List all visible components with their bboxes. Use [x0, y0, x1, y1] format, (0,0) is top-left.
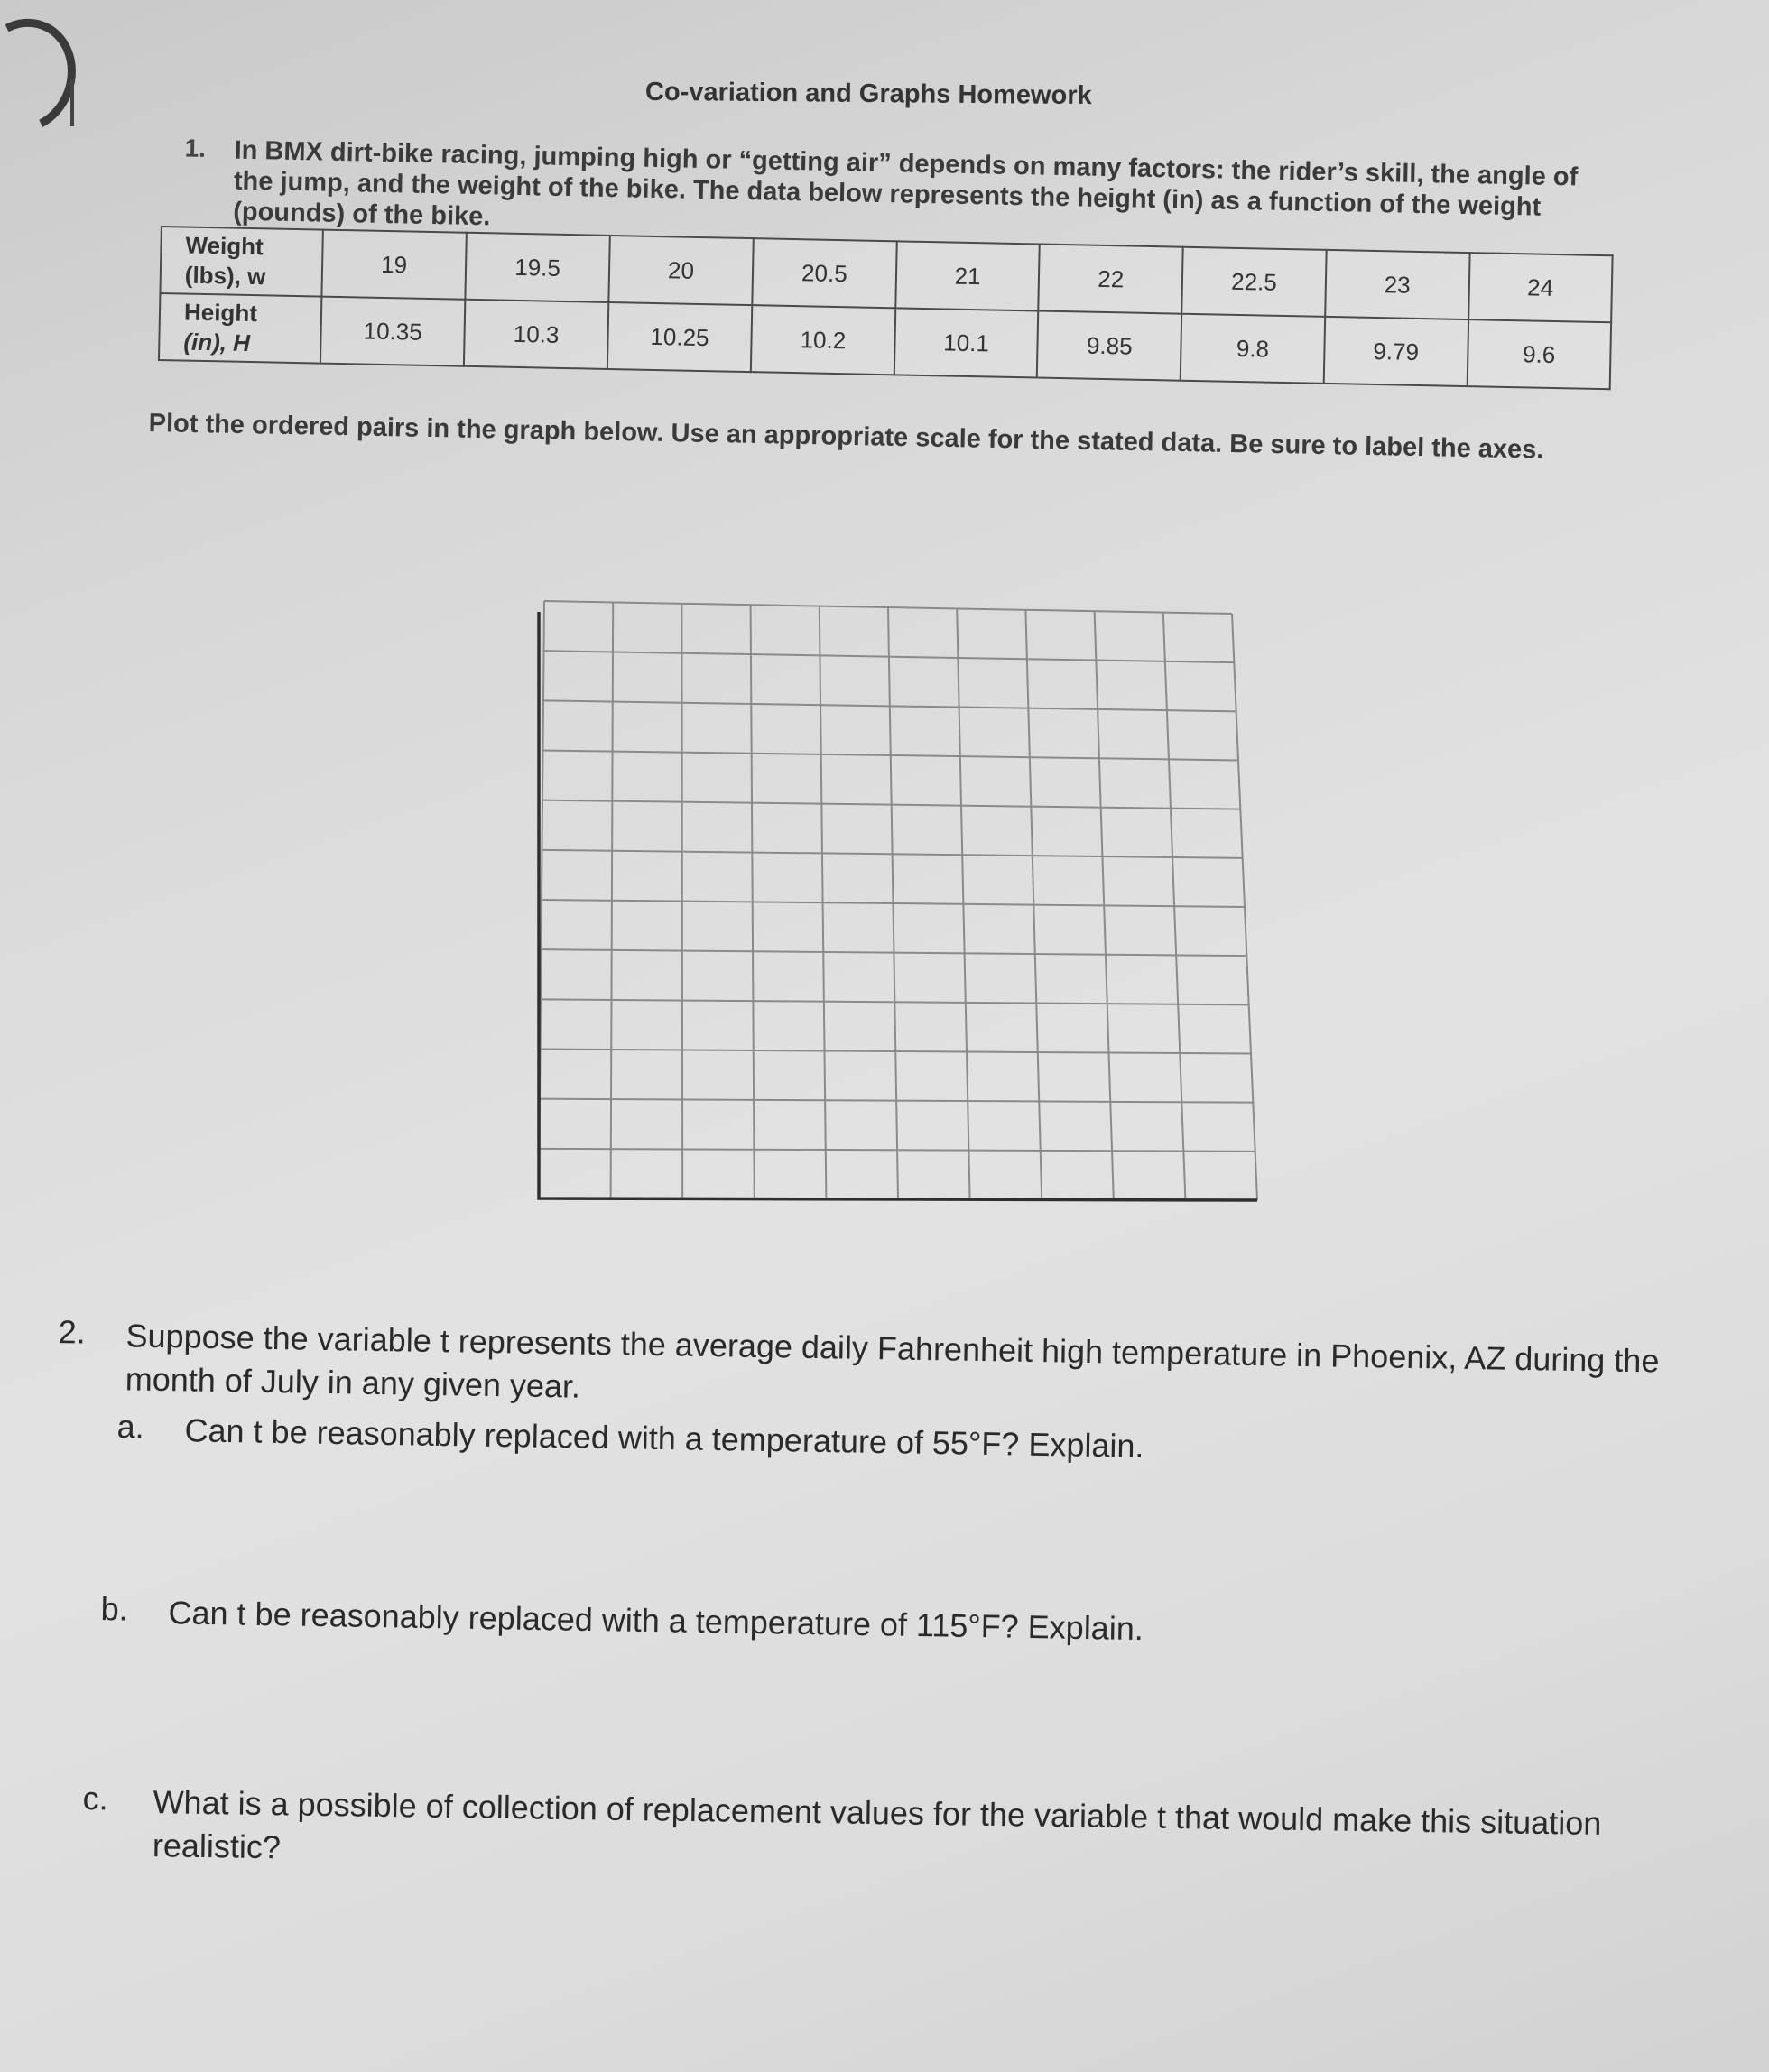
question-2c: [82, 1780, 1708, 1866]
question-2a-letter: a.: [116, 1408, 145, 1446]
question-2b: [100, 1590, 1708, 1648]
height-row-header: [159, 293, 321, 364]
weight-cell: 22.5: [1181, 247, 1326, 317]
height-header-line2: (in), H: [183, 328, 251, 356]
weight-cell: 19: [321, 230, 467, 300]
weight-cell: 19.5: [466, 233, 610, 302]
question-2-number: 2.: [58, 1313, 87, 1351]
weight-cell: 23: [1325, 250, 1469, 319]
question-1-text: In BMX dirt-bike racing, jumping high or “getting air” depends on many factors: the rider’s skill, the angle of the jump, and the weight of the bike. The data below represents the height (in) as a function of the weight (pounds) of the bike.: [232, 135, 1579, 232]
height-cell: 9.8: [1181, 314, 1325, 384]
blank-graph-grid: [519, 594, 1259, 1216]
weight-row-header: [160, 227, 322, 297]
page-title: Co-variation and Graphs Homework: [644, 77, 1092, 111]
height-cell: 10.25: [607, 302, 753, 372]
weight-height-table: [158, 226, 1614, 390]
question-2c-text: What is a possible of collection of replacement values for the variable t that would make this situation realistic?: [152, 1783, 1602, 1866]
question-2b-text: Can t be reasonably replaced with a temperature of 115°F? Explain.: [168, 1594, 1144, 1648]
graph-grid-svg: [519, 594, 1259, 1216]
question-1: [162, 134, 1616, 368]
question-2-text: Suppose the variable t represents the average daily Fahrenheit high temperature in Phoenix, AZ during the month of July in any given year.: [125, 1317, 1660, 1405]
weight-cell: 21: [895, 241, 1040, 310]
weight-header-line1: Weight: [185, 231, 264, 261]
question-1-number: 1.: [184, 134, 207, 162]
binder-ring-icon: [0, 5, 91, 148]
question-2c-letter: c.: [82, 1780, 109, 1818]
height-cell: 9.6: [1467, 319, 1611, 389]
question-2a-text: Can t be reasonably replaced with a temperature of 55°F? Explain.: [184, 1411, 1144, 1465]
height-cell: 10.2: [751, 305, 895, 375]
question-2b-letter: b.: [100, 1590, 129, 1628]
height-cell: 9.79: [1324, 317, 1468, 386]
weight-cell: 20: [608, 236, 754, 305]
height-cell: 10.3: [464, 300, 608, 369]
height-cell: 9.85: [1037, 311, 1181, 381]
height-header-line1: Height: [183, 298, 258, 328]
weight-header-line2: (lbs), w: [184, 261, 266, 291]
question-2: [54, 1313, 1715, 1405]
height-cell: 10.35: [320, 297, 466, 366]
plot-instruction: Plot the ordered pairs in the graph below. Use an appropriate scale for the stated data. Be sure to label the axes.: [148, 408, 1544, 465]
weight-cell: 20.5: [752, 238, 896, 308]
height-cell: 10.1: [894, 308, 1039, 377]
binder-mark: [70, 79, 74, 126]
weight-cell: 22: [1039, 245, 1183, 314]
weight-cell: 24: [1468, 253, 1613, 322]
